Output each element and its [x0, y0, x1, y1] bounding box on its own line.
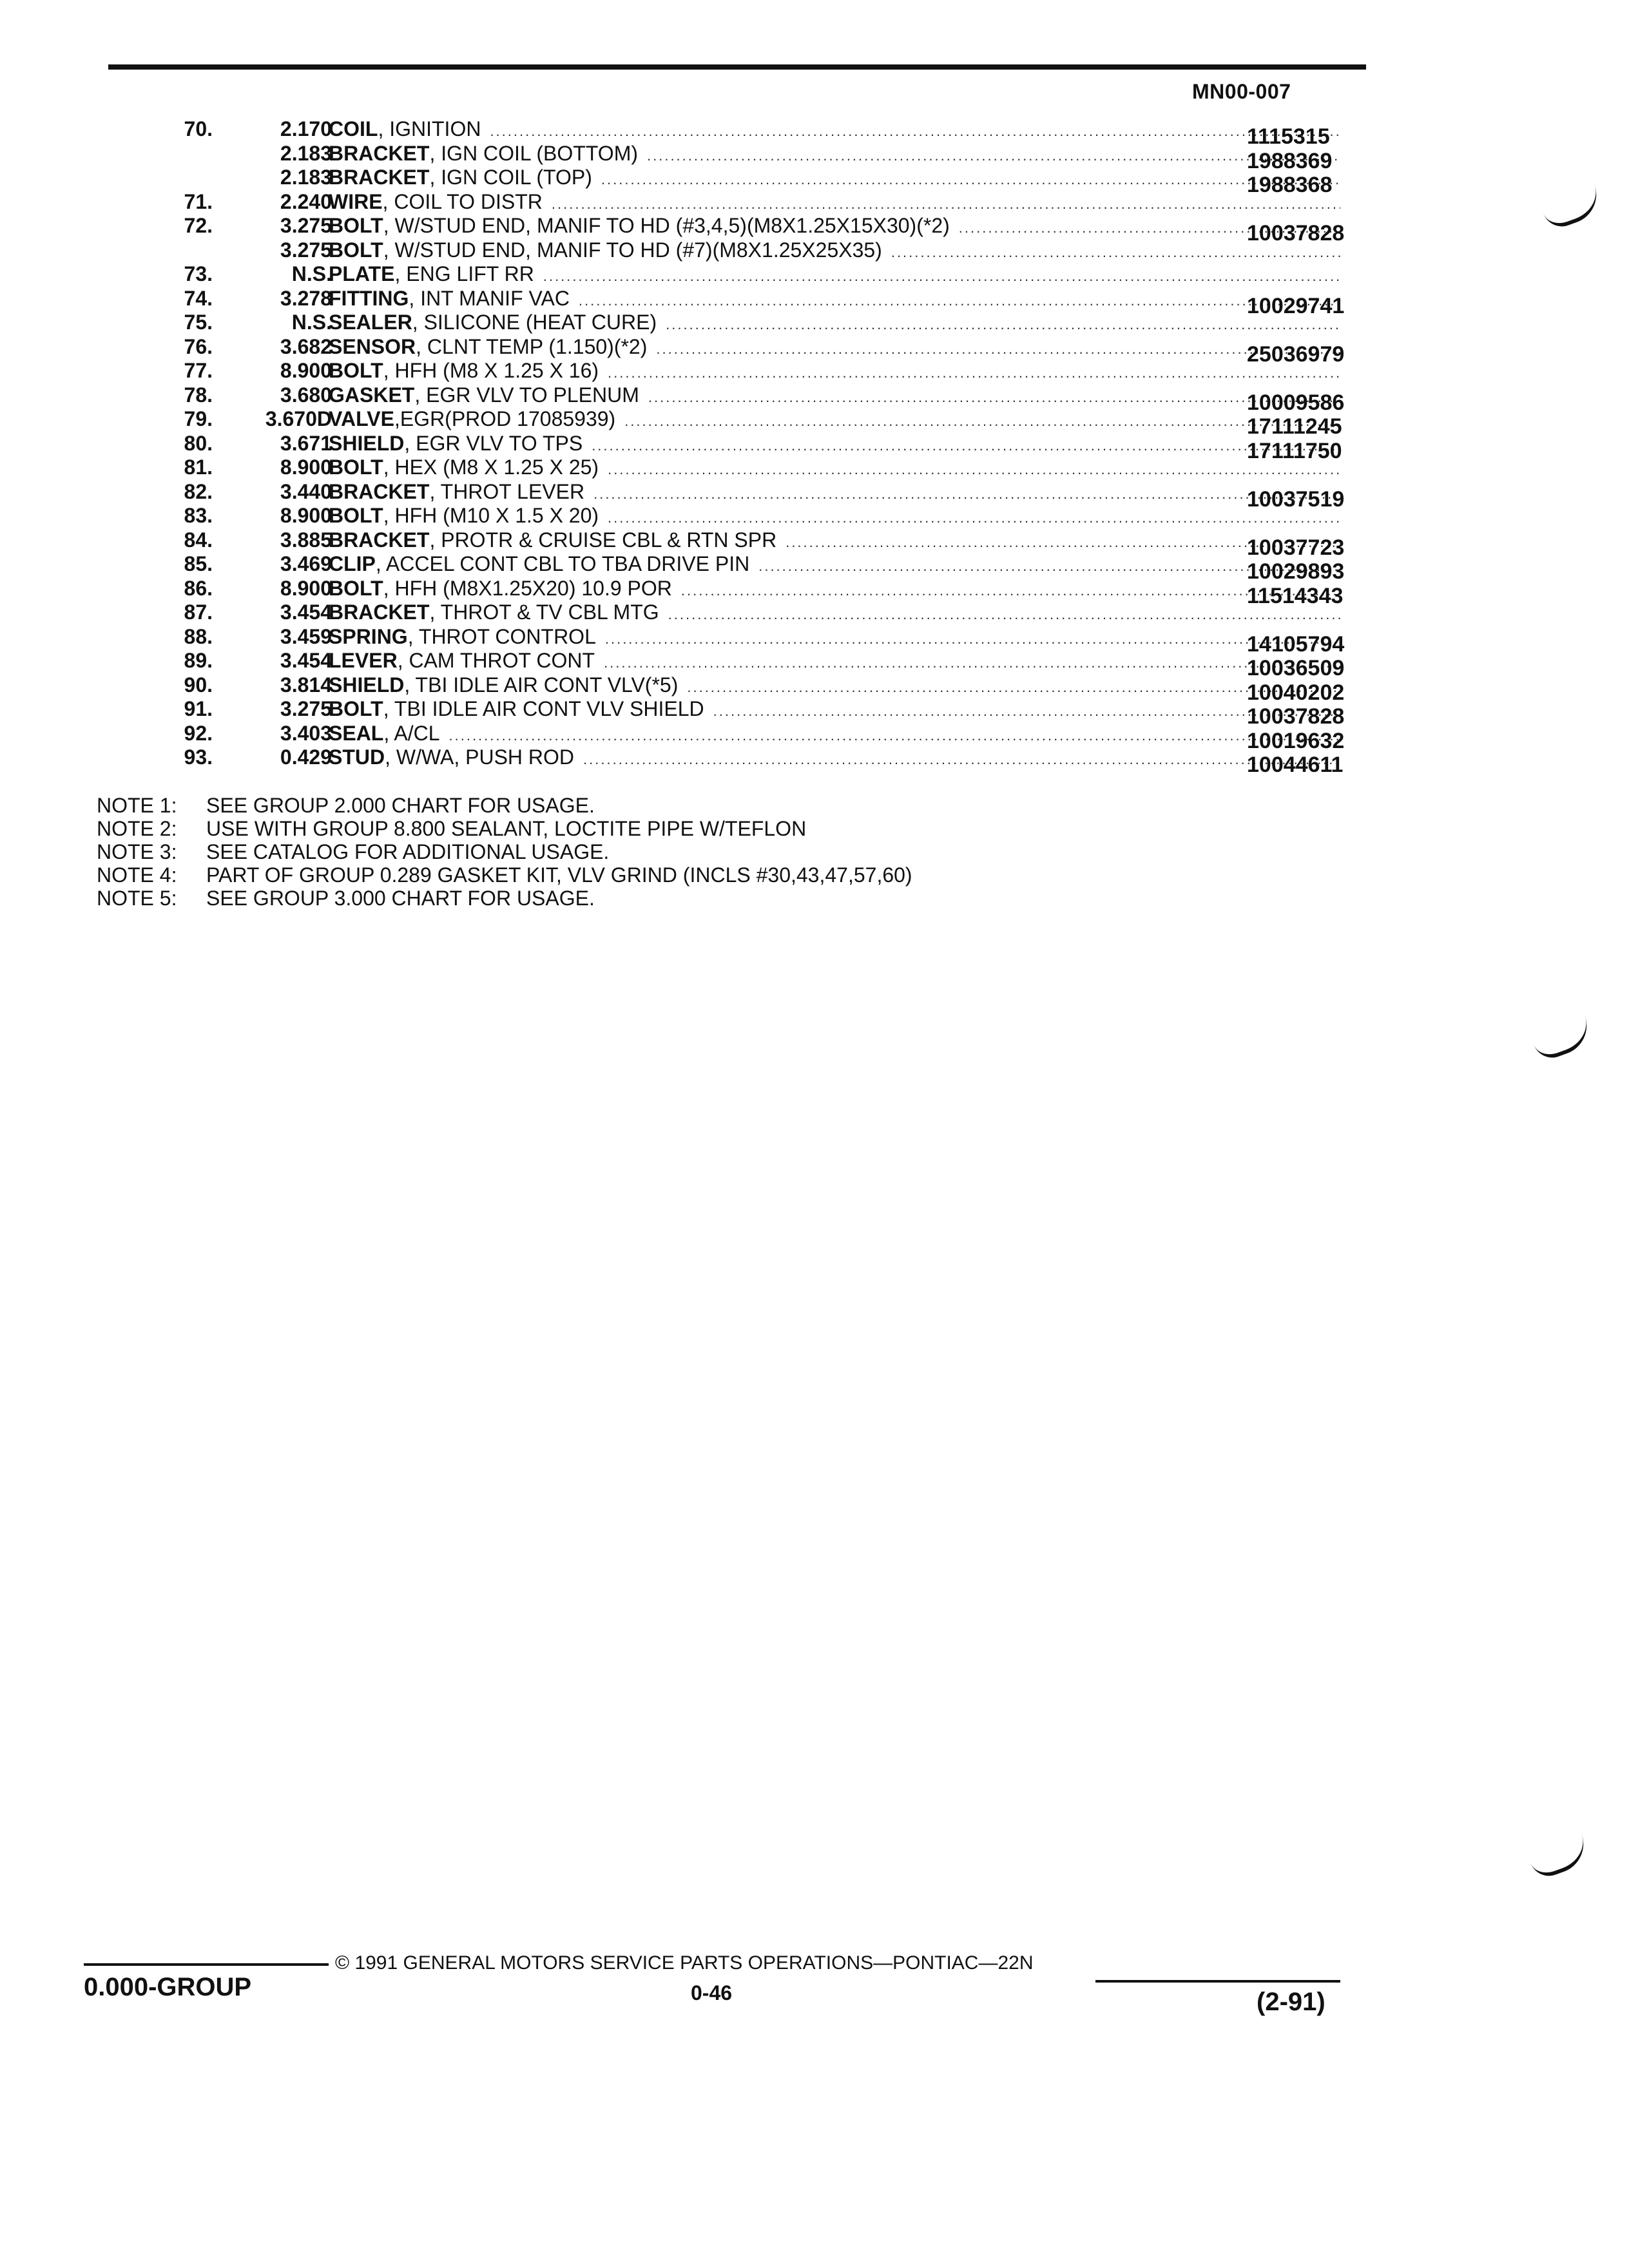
part-detail: , THROT & TV CBL MTG — [429, 601, 659, 624]
footer-date: (2-91) — [1257, 1988, 1325, 2016]
group-number: 3.885 — [280, 528, 332, 552]
leader-dots — [552, 192, 1340, 216]
part-number: 11514343 — [1247, 583, 1344, 608]
group-number: 3.454 — [280, 601, 332, 624]
part-name: CLIP — [329, 552, 376, 575]
leader-dots — [668, 602, 1340, 627]
group-number: 3.680 — [280, 383, 332, 407]
part-number: 10029741 — [1247, 293, 1345, 318]
part-detail: , THROT LEVER — [429, 479, 585, 503]
note-text: PART OF GROUP 0.289 GASKET KIT, VLV GRIND (INCLS #30,43,47,57,60) — [206, 863, 912, 887]
part-detail: , IGN COIL (BOTTOM) — [429, 141, 638, 165]
part-description — [329, 335, 1340, 361]
part-detail: , TBI IDLE AIR CONT VLV(*5) — [404, 673, 679, 697]
ref-number: 81. — [184, 456, 213, 479]
note-text: SEE GROUP 3.000 CHART FOR USAGE. — [206, 887, 595, 910]
group-number: 3.682 — [280, 334, 332, 358]
part-name: WIRE — [329, 189, 383, 213]
group-number: N.S. — [291, 311, 332, 334]
part-number: 25036979 — [1247, 341, 1345, 367]
part-detail: , TBI IDLE AIR CONT VLV SHIELD — [383, 697, 704, 720]
leader-dots — [579, 289, 1340, 313]
ref-number: 89. — [184, 649, 213, 672]
group-number: 3.814 — [280, 673, 332, 697]
part-row — [129, 456, 1379, 480]
leader-dots — [608, 506, 1340, 530]
part-description — [329, 238, 1340, 265]
part-detail: , CLNT TEMP (1.150)(*2) — [416, 334, 648, 358]
ref-number: 71. — [184, 189, 213, 213]
group-number: 0.429 — [280, 745, 332, 769]
part-name: BOLT — [329, 456, 383, 479]
note-text: SEE CATALOG FOR ADDITIONAL USAGE. — [206, 840, 610, 863]
part-number: 10029893 — [1247, 559, 1345, 584]
ref-number: 88. — [184, 624, 213, 648]
part-number: 10036509 — [1247, 656, 1345, 680]
part-number: 10044611 — [1247, 753, 1344, 777]
part-name: SEAL — [329, 721, 384, 745]
part-detail: , PROTR & CRUISE CBL & RTN SPR — [429, 528, 777, 552]
part-detail: , HFH (M10 X 1.5 X 20) — [383, 504, 599, 527]
part-row — [129, 552, 1379, 584]
part-description — [329, 311, 1340, 337]
note-line — [97, 840, 1257, 863]
part-number: 10019632 — [1247, 728, 1345, 753]
group-number: 8.900 — [280, 456, 332, 479]
part-row — [129, 262, 1379, 287]
binder-punch-mark — [1530, 1015, 1595, 1063]
leader-dots — [490, 119, 1340, 144]
part-row — [129, 601, 1379, 625]
group-number: 3.403 — [280, 721, 332, 745]
part-name: BOLT — [329, 504, 383, 527]
part-name: LEVER — [329, 649, 398, 672]
note-label: NOTE 5: — [97, 887, 177, 910]
part-detail: , W/STUD END, MANIF TO HD (#7)(M8X1.25X25X35) — [383, 238, 882, 262]
group-number: 8.900 — [280, 504, 332, 527]
leader-dots — [891, 240, 1340, 265]
ref-number: 77. — [184, 359, 213, 382]
part-description — [329, 383, 1340, 410]
part-description — [329, 456, 1340, 482]
note-text: SEE GROUP 2.000 CHART FOR USAGE. — [206, 794, 595, 817]
part-row — [129, 407, 1379, 439]
part-name: BOLT — [329, 238, 383, 262]
part-description — [329, 552, 1340, 579]
part-number: 10037828 — [1247, 704, 1345, 729]
note-line — [97, 863, 1257, 887]
part-name: FITTING — [329, 286, 409, 310]
part-name: VALVE — [329, 407, 394, 430]
part-description — [329, 504, 1340, 530]
footer-rule-right — [1095, 1980, 1340, 1983]
part-detail: , HEX (M8 X 1.25 X 25) — [383, 456, 599, 479]
footer-rule-left — [84, 1963, 329, 1966]
part-name: PLATE — [329, 262, 395, 285]
part-detail: , EGR VLV TO TPS — [404, 431, 583, 455]
group-number: 3.440 — [280, 479, 332, 503]
part-number: 1115315 — [1247, 124, 1330, 149]
group-number: 8.900 — [280, 576, 332, 600]
part-name: BRACKET — [329, 166, 430, 189]
part-number: 10040202 — [1247, 680, 1345, 705]
footer-page-number: 0-46 — [691, 1981, 733, 2004]
leader-dots — [593, 482, 1340, 506]
leader-dots — [687, 675, 1340, 700]
part-name: STUD — [329, 745, 385, 769]
group-number: 2.170 — [280, 117, 332, 140]
note-line — [97, 887, 1257, 910]
part-description — [329, 142, 1340, 168]
part-name: BRACKET — [329, 601, 430, 624]
part-row — [129, 359, 1379, 383]
group-number: 3.459 — [280, 624, 332, 648]
part-row — [129, 166, 1379, 197]
part-detail: , IGN COIL (TOP) — [429, 166, 592, 189]
part-detail: , A/CL — [383, 721, 440, 745]
part-description — [329, 166, 1340, 192]
top-rule — [108, 64, 1366, 70]
part-row — [129, 624, 1379, 657]
part-description — [329, 190, 1340, 216]
ref-number: 73. — [184, 262, 213, 285]
part-description — [329, 601, 1340, 627]
leader-dots — [608, 361, 1340, 385]
ref-number: 93. — [184, 745, 213, 769]
part-description — [329, 287, 1340, 313]
part-description — [329, 117, 1340, 144]
part-description — [329, 432, 1340, 458]
part-row — [129, 311, 1379, 335]
part-detail: , CAM THROT CONT — [397, 649, 595, 672]
ref-number: 83. — [184, 504, 213, 527]
part-detail: , HFH (M8X1.25X20) 10.9 POR — [383, 576, 672, 600]
ref-number: 92. — [184, 721, 213, 745]
leader-dots — [666, 312, 1340, 337]
part-row — [129, 214, 1379, 245]
part-detail: , ENG LIFT RR — [394, 262, 534, 285]
part-detail: ,EGR(PROD 17085939) — [394, 407, 616, 430]
part-number: 17111750 — [1247, 438, 1342, 463]
leader-dots — [647, 144, 1340, 168]
part-name: SHIELD — [329, 673, 405, 697]
part-number: 17111245 — [1247, 414, 1342, 439]
part-number: 10037828 — [1247, 221, 1345, 245]
leader-dots — [592, 434, 1340, 458]
part-name: BOLT — [329, 214, 383, 237]
part-detail: , W/STUD END, MANIF TO HD (#3,4,5)(M8X1.25X15X30)(*2) — [383, 214, 950, 237]
part-number: 10037723 — [1247, 535, 1345, 560]
ref-number: 87. — [184, 601, 213, 624]
part-description — [329, 673, 1340, 700]
part-detail: , INT MANIF VAC — [409, 286, 570, 310]
part-name: BRACKET — [329, 479, 430, 503]
part-row — [129, 286, 1379, 318]
part-row — [129, 649, 1379, 680]
part-row — [129, 528, 1379, 560]
group-number: 3.278 — [280, 286, 332, 310]
part-row — [129, 431, 1379, 463]
part-number: 1988368 — [1247, 173, 1333, 197]
group-number: 2.183 — [280, 141, 332, 165]
part-description — [329, 480, 1340, 506]
note-label: NOTE 4: — [97, 863, 177, 887]
ref-number: 80. — [184, 431, 213, 455]
ref-number: 74. — [184, 286, 213, 310]
binder-punch-mark — [1527, 1834, 1592, 1881]
footer-copyright: © 1991 GENERAL MOTORS SERVICE PARTS OPERATIONS—PONTIAC—22N — [335, 1952, 1034, 1974]
part-name: BOLT — [329, 359, 383, 382]
part-detail: , ACCEL CONT CBL TO TBA DRIVE PIN — [375, 552, 750, 575]
ref-number: 91. — [184, 697, 213, 720]
notes-section — [97, 794, 1257, 910]
ref-number: 78. — [184, 383, 213, 407]
catalog-code: MN00-007 — [1192, 80, 1291, 103]
part-description — [329, 577, 1340, 603]
group-number: 2.183 — [280, 166, 332, 189]
leader-dots — [648, 385, 1340, 410]
ref-number: 86. — [184, 576, 213, 600]
part-detail: , HFH (M8 X 1.25 X 16) — [383, 359, 599, 382]
part-row — [129, 190, 1379, 215]
ref-number: 90. — [184, 673, 213, 697]
part-name: SENSOR — [329, 334, 416, 358]
ref-number: 75. — [184, 311, 213, 334]
part-name: SEALER — [329, 311, 412, 334]
group-number: 2.240 — [280, 189, 332, 213]
ref-number: 70. — [184, 117, 213, 140]
group-number: 3.275 — [280, 238, 332, 262]
part-row — [129, 334, 1379, 367]
ref-number: 84. — [184, 528, 213, 552]
leader-dots — [604, 651, 1340, 675]
part-name: SHIELD — [329, 431, 405, 455]
part-detail: , W/WA, PUSH ROD — [385, 745, 575, 769]
part-detail: , COIL TO DISTR — [382, 189, 543, 213]
leader-dots — [681, 579, 1340, 603]
note-line — [97, 817, 1257, 840]
ref-number: 76. — [184, 334, 213, 358]
note-label: NOTE 3: — [97, 840, 177, 863]
part-name: COIL — [329, 117, 378, 140]
part-row — [129, 697, 1379, 729]
note-line — [97, 794, 1257, 817]
leader-dots — [608, 457, 1340, 482]
part-name: BOLT — [329, 576, 383, 600]
group-number: 3.275 — [280, 214, 332, 237]
group-number: 8.900 — [280, 359, 332, 382]
part-description — [329, 407, 1340, 434]
group-number: 3.275 — [280, 697, 332, 720]
ref-number: 72. — [184, 214, 213, 237]
leader-dots — [583, 747, 1340, 772]
part-detail: , IGNITION — [378, 117, 481, 140]
part-row — [129, 479, 1379, 512]
leader-dots — [605, 627, 1340, 651]
group-number: N.S. — [291, 262, 332, 285]
part-name: BRACKET — [329, 528, 430, 552]
ref-number: 79. — [184, 407, 213, 430]
part-name: SPRING — [329, 624, 408, 648]
parts-list — [129, 117, 1379, 777]
part-row — [129, 117, 1379, 149]
part-number: 1988369 — [1247, 148, 1333, 173]
part-description — [329, 745, 1340, 772]
part-detail: , SILICONE (HEAT CURE) — [412, 311, 657, 334]
group-number: 3.454 — [280, 649, 332, 672]
binder-punch-mark — [1540, 184, 1605, 232]
part-description — [329, 697, 1340, 724]
group-number: 3.670D — [265, 407, 332, 430]
group-number: 3.671 — [280, 431, 332, 455]
part-row — [129, 238, 1379, 263]
part-description — [329, 722, 1340, 748]
leader-dots — [656, 337, 1340, 361]
part-description — [329, 214, 1340, 240]
part-name: BRACKET — [329, 141, 430, 165]
part-row — [129, 576, 1379, 608]
ref-number: 85. — [184, 552, 213, 575]
part-number: 10037519 — [1247, 486, 1345, 512]
part-detail: , THROT CONTROL — [407, 624, 596, 648]
part-description — [329, 528, 1340, 555]
part-row — [129, 745, 1379, 777]
part-number: 14105794 — [1247, 631, 1345, 657]
leader-dots — [601, 168, 1340, 192]
part-row — [129, 504, 1379, 528]
leader-dots — [713, 699, 1340, 724]
part-number: 10009586 — [1247, 390, 1345, 415]
ref-number: 82. — [184, 479, 213, 503]
part-name: GASKET — [329, 383, 415, 407]
part-description — [329, 649, 1340, 675]
part-row — [129, 141, 1379, 173]
leader-dots — [543, 264, 1340, 289]
note-text: USE WITH GROUP 8.800 SEALANT, LOCTITE PIPE W/TEFLON — [206, 817, 807, 840]
part-row — [129, 383, 1379, 415]
group-number: 3.469 — [280, 552, 332, 575]
part-row — [129, 721, 1379, 753]
note-label: NOTE 1: — [97, 794, 177, 817]
part-description — [329, 625, 1340, 651]
part-row — [129, 673, 1379, 705]
part-description — [329, 262, 1340, 289]
part-description — [329, 359, 1340, 385]
part-name: BOLT — [329, 697, 383, 720]
note-label: NOTE 2: — [97, 817, 177, 840]
leader-dots — [449, 724, 1341, 748]
leader-dots — [624, 409, 1340, 434]
footer-group: 0.000-GROUP — [84, 1973, 252, 2001]
part-detail: , EGR VLV TO PLENUM — [414, 383, 639, 407]
